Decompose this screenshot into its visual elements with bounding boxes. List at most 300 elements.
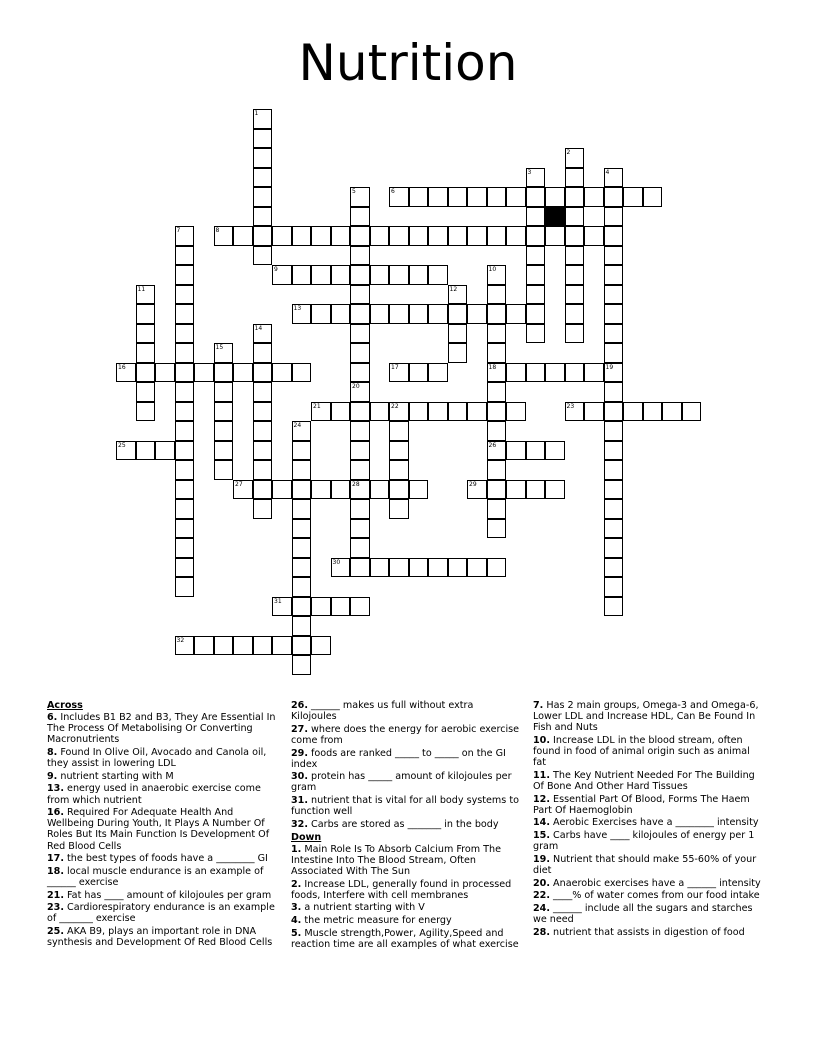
grid-cell[interactable] [233,226,253,246]
grid-cell[interactable] [389,363,409,383]
grid-cell[interactable] [389,480,409,500]
grid-cell[interactable] [136,402,156,422]
grid-cell[interactable] [272,480,292,500]
grid-cell[interactable] [604,441,624,461]
grid-cell[interactable] [214,402,234,422]
grid-cell[interactable] [136,343,156,363]
grid-cell[interactable] [350,246,370,266]
grid-cell[interactable] [389,265,409,285]
clue-item-number: 26. [291,700,308,711]
grid-cell[interactable] [389,421,409,441]
grid-cell[interactable] [389,460,409,480]
grid-cell[interactable] [487,441,507,461]
grid-cell[interactable] [175,441,195,461]
clue-number: 4 [605,168,610,176]
grid-cell[interactable] [604,187,624,207]
grid-cell[interactable] [331,480,351,500]
grid-cell[interactable] [389,558,409,578]
clue-item-number: 23. [47,902,64,914]
grid-cell[interactable] [194,636,214,656]
grid-cell[interactable] [428,402,448,422]
grid-cell[interactable] [292,304,312,324]
grid-cell[interactable] [487,421,507,441]
clue-item-text: nutrient that assists in digestion of food [550,926,745,938]
grid-cell[interactable] [116,363,136,383]
grid-cell[interactable] [506,304,526,324]
grid-cell[interactable] [604,246,624,266]
grid-cell[interactable] [253,363,273,383]
clue-item-number: 31. [291,795,308,807]
clue-item [533,735,763,768]
grid-cell[interactable] [565,226,585,246]
grid-cell[interactable] [175,343,195,363]
grid-cell[interactable] [253,246,273,266]
grid-cell[interactable] [545,187,565,207]
grid-cell[interactable] [253,441,273,461]
clue-item-text: nutrient starting with M [57,770,174,782]
grid-cell[interactable] [292,265,312,285]
clue-number: 9 [274,266,278,273]
grid-cell[interactable] [487,363,507,383]
grid-cell[interactable] [175,324,195,344]
grid-cell[interactable] [350,304,370,324]
clue-item [47,902,277,924]
grid-cell[interactable] [565,363,585,383]
grid-cell[interactable] [487,558,507,578]
grid-cell[interactable] [623,187,643,207]
grid-cell[interactable] [409,265,429,285]
grid-cell[interactable] [428,558,448,578]
grid-cell[interactable] [331,226,351,246]
clue-number: 11 [137,285,146,293]
grid-cell[interactable] [526,480,546,500]
grid-cell[interactable] [448,324,468,344]
grid-cell[interactable] [487,499,507,519]
grid-cell[interactable] [214,363,234,383]
grid-cell[interactable] [389,499,409,519]
grid-cell[interactable] [545,480,565,500]
grid-cell[interactable] [175,480,195,500]
grid-cell[interactable] [175,460,195,480]
grid-cell[interactable] [604,519,624,539]
grid-cell[interactable] [175,285,195,305]
grid-cell[interactable] [428,187,448,207]
grid-cell[interactable] [584,187,604,207]
grid-cell[interactable] [350,324,370,344]
grid-cell[interactable] [487,324,507,344]
grid-cell[interactable] [604,168,624,188]
grid-cell[interactable] [272,265,292,285]
grid-cell[interactable] [272,597,292,617]
grid-cell[interactable] [272,363,292,383]
grid-cell[interactable] [292,460,312,480]
clue-item-text: the metric measure for energy [301,915,452,927]
grid-cell[interactable] [623,402,643,422]
clue-item-text: nutrient that is vital for all body systems to function well [291,795,519,818]
grid-cell[interactable] [604,499,624,519]
grid-cell[interactable] [448,304,468,324]
grid-cell[interactable] [350,382,370,402]
grid-cell[interactable] [350,519,370,539]
grid-cell[interactable] [331,304,351,324]
grid-cell[interactable] [175,499,195,519]
grid-cell[interactable] [214,343,234,363]
grid-cell[interactable] [565,402,585,422]
grid-cell[interactable] [214,421,234,441]
grid-cell[interactable] [409,402,429,422]
grid-cell[interactable] [565,148,585,168]
grid-cell[interactable] [487,187,507,207]
grid-cell[interactable] [370,226,390,246]
grid-cell[interactable] [292,499,312,519]
clue-number: 7 [176,227,181,234]
clue-item [291,928,521,950]
clue-column-1 [47,700,277,950]
clue-item-number: 6. [47,712,58,724]
grid-cell[interactable] [311,480,331,500]
grid-cell[interactable] [565,187,585,207]
grid-cell[interactable] [389,304,409,324]
grid-cell[interactable] [253,460,273,480]
grid-cell[interactable] [311,402,331,422]
grid-cell[interactable] [350,538,370,558]
grid-cell[interactable] [448,226,468,246]
grid-cell[interactable] [155,363,175,383]
grid-cell[interactable] [292,421,312,441]
grid-cell[interactable] [136,285,156,305]
grid-cell[interactable] [506,226,526,246]
grid-cell[interactable] [292,538,312,558]
grid-cell[interactable] [253,421,273,441]
clue-item [291,771,521,793]
clue-number: 3 [527,168,532,176]
grid-cell[interactable] [253,226,273,246]
grid-cell[interactable] [350,226,370,246]
grid-cell[interactable] [175,382,195,402]
clue-number: 28 [352,480,360,488]
grid-cell[interactable] [506,402,526,422]
grid-cell[interactable] [331,265,351,285]
clue-item-number: 12. [533,793,550,805]
grid-cell[interactable] [409,480,429,500]
grid-cell[interactable] [214,441,234,461]
grid-cell[interactable] [565,207,585,227]
clue-number: 31 [274,597,282,605]
grid-cell[interactable] [292,558,312,578]
grid-cell[interactable] [253,187,273,207]
clue-item-text: Increase LDL in the blood stream, often found in food of animal origin such as animal fat [533,734,750,769]
grid-cell[interactable] [506,480,526,500]
grid-cell[interactable] [350,285,370,305]
grid-cell[interactable] [526,324,546,344]
grid-cell[interactable] [604,207,624,227]
grid-cell[interactable] [506,187,526,207]
grid-cell[interactable] [584,226,604,246]
grid-cell[interactable] [272,636,292,656]
clue-item-text: Nutrient that should make 55-60% of your diet [533,853,757,876]
grid-cell[interactable] [487,519,507,539]
grid-cell[interactable] [350,402,370,422]
grid-cell[interactable] [409,226,429,246]
grid-cell[interactable] [389,226,409,246]
grid-cell[interactable] [604,421,624,441]
grid-cell[interactable] [487,285,507,305]
grid-cell[interactable] [682,402,702,422]
grid-cell[interactable] [565,168,585,188]
clue-item-number: 30. [291,771,308,783]
grid-cell[interactable] [272,226,292,246]
grid-cell[interactable] [604,460,624,480]
grid-cell[interactable] [350,480,370,500]
black-cell [545,207,565,227]
grid-cell[interactable] [350,421,370,441]
clue-number: 29 [469,480,477,488]
grid-cell[interactable] [136,363,156,383]
grid-cell[interactable] [467,187,487,207]
grid-cell[interactable] [545,226,565,246]
grid-cell[interactable] [604,538,624,558]
grid-cell[interactable] [350,460,370,480]
grid-cell[interactable] [409,304,429,324]
grid-cell[interactable] [487,343,507,363]
grid-cell[interactable] [448,558,468,578]
grid-cell[interactable] [604,324,624,344]
grid-cell[interactable] [253,324,273,344]
grid-cell[interactable] [350,499,370,519]
grid-cell[interactable] [116,441,136,461]
grid-cell[interactable] [526,207,546,227]
grid-cell[interactable] [526,363,546,383]
grid-cell[interactable] [526,246,546,266]
grid-cell[interactable] [604,480,624,500]
grid-cell[interactable] [604,285,624,305]
grid-cell[interactable] [233,636,253,656]
grid-cell[interactable] [350,441,370,461]
grid-cell[interactable] [604,382,624,402]
grid-cell[interactable] [526,304,546,324]
clue-number: 12 [449,285,458,293]
grid-cell[interactable] [467,402,487,422]
grid-cell[interactable] [487,265,507,285]
grid-cell[interactable] [253,109,273,129]
grid-cell[interactable] [389,441,409,461]
grid-cell[interactable] [292,616,312,636]
grid-cell[interactable] [370,558,390,578]
grid-cell[interactable] [292,519,312,539]
grid-cell[interactable] [467,480,487,500]
grid-cell[interactable] [233,480,253,500]
grid-cell[interactable] [175,265,195,285]
grid-cell[interactable] [253,636,273,656]
grid-cell[interactable] [175,363,195,383]
grid-cell[interactable] [409,363,429,383]
clue-column-2 [291,700,521,952]
grid-cell[interactable] [136,441,156,461]
grid-cell[interactable] [604,402,624,422]
grid-cell[interactable] [526,285,546,305]
grid-cell[interactable] [214,636,234,656]
clue-item-text: local muscle endurance is an example of ______ exercise [47,865,264,888]
clue-number: 10 [488,266,497,273]
grid-cell[interactable] [175,636,195,656]
grid-cell[interactable] [389,187,409,207]
grid-cell[interactable] [370,480,390,500]
grid-cell[interactable] [175,519,195,539]
grid-cell[interactable] [214,382,234,402]
grid-cell[interactable] [253,207,273,227]
grid-cell[interactable] [253,499,273,519]
grid-cell[interactable] [467,226,487,246]
grid-cell[interactable] [370,265,390,285]
grid-cell[interactable] [409,187,429,207]
grid-cell[interactable] [253,382,273,402]
grid-cell[interactable] [565,246,585,266]
grid-cell[interactable] [175,558,195,578]
grid-cell[interactable] [526,168,546,188]
grid-cell[interactable] [487,480,507,500]
clue-item [47,866,277,888]
grid-cell[interactable] [292,363,312,383]
grid-cell[interactable] [175,304,195,324]
clue-item-text: Muscle strength,Power, Agility,Speed and reaction time are all examples of what exercise [291,927,519,950]
grid-cell[interactable] [487,226,507,246]
grid-cell[interactable] [136,304,156,324]
grid-cell[interactable] [175,421,195,441]
grid-cell[interactable] [292,655,312,675]
grid-cell[interactable] [175,246,195,266]
grid-cell[interactable] [565,324,585,344]
grid-cell[interactable] [604,304,624,324]
grid-cell[interactable] [292,226,312,246]
clue-number: 22 [391,402,399,410]
grid-cell[interactable] [136,324,156,344]
grid-cell[interactable] [526,265,546,285]
grid-cell[interactable] [331,402,351,422]
grid-cell[interactable] [545,441,565,461]
grid-cell[interactable] [370,402,390,422]
grid-cell[interactable] [584,402,604,422]
grid-cell[interactable] [292,636,312,656]
grid-cell[interactable] [331,558,351,578]
grid-cell[interactable] [604,343,624,363]
grid-cell[interactable] [350,597,370,617]
clue-item-text: Required For Adequate Health And Wellbeing During Youth, It Plays A Number Of Roles But Its Main Function Is Development Of Red Blood Cells [47,807,270,852]
grid-cell[interactable] [233,363,253,383]
grid-cell[interactable] [311,265,331,285]
grid-cell[interactable] [214,460,234,480]
grid-cell[interactable] [370,304,390,324]
grid-cell[interactable] [311,226,331,246]
grid-cell[interactable] [175,402,195,422]
grid-cell[interactable] [175,538,195,558]
grid-cell[interactable] [292,597,312,617]
grid-cell[interactable] [604,577,624,597]
clue-number: 30 [332,558,341,566]
grid-cell[interactable] [467,304,487,324]
grid-cell[interactable] [487,460,507,480]
grid-cell[interactable] [487,304,507,324]
grid-cell[interactable] [175,226,195,246]
grid-cell[interactable] [311,304,331,324]
grid-cell[interactable] [428,226,448,246]
grid-cell[interactable] [350,363,370,383]
grid-cell[interactable] [565,285,585,305]
grid-cell[interactable] [253,343,273,363]
grid-cell[interactable] [350,207,370,227]
grid-cell[interactable] [253,402,273,422]
grid-cell[interactable] [565,265,585,285]
grid-cell[interactable] [389,402,409,422]
grid-cell[interactable] [409,558,429,578]
grid-cell[interactable] [253,480,273,500]
grid-cell[interactable] [214,226,234,246]
grid-cell[interactable] [604,265,624,285]
grid-cell[interactable] [467,558,487,578]
grid-cell[interactable] [662,402,682,422]
grid-cell[interactable] [643,187,663,207]
clue-item [47,747,277,769]
grid-cell[interactable] [565,304,585,324]
grid-cell[interactable] [350,187,370,207]
grid-cell[interactable] [253,129,273,149]
grid-cell[interactable] [526,441,546,461]
grid-cell[interactable] [545,363,565,383]
clue-number: 23 [566,402,575,410]
grid-cell[interactable] [526,187,546,207]
grid-cell[interactable] [292,480,312,500]
grid-cell[interactable] [428,304,448,324]
clue-item [291,844,521,877]
grid-cell[interactable] [604,363,624,383]
grid-cell[interactable] [448,285,468,305]
grid-cell[interactable] [526,226,546,246]
grid-cell[interactable] [253,148,273,168]
clue-item-number: 32. [291,818,308,830]
grid-cell[interactable] [428,363,448,383]
grid-cell[interactable] [331,597,351,617]
grid-cell[interactable] [506,441,526,461]
grid-cell[interactable] [584,363,604,383]
grid-cell[interactable] [604,597,624,617]
grid-cell[interactable] [194,363,214,383]
grid-cell[interactable] [487,402,507,422]
grid-cell[interactable] [253,168,273,188]
grid-cell[interactable] [175,577,195,597]
grid-cell[interactable] [448,187,468,207]
grid-cell[interactable] [428,265,448,285]
grid-cell[interactable] [350,558,370,578]
grid-cell[interactable] [448,343,468,363]
grid-cell[interactable] [311,597,331,617]
clue-item-text: the best types of foods have a ________ GI [64,853,268,865]
grid-cell[interactable] [136,382,156,402]
grid-cell[interactable] [350,265,370,285]
grid-cell[interactable] [506,363,526,383]
grid-cell[interactable] [155,441,175,461]
grid-cell[interactable] [350,343,370,363]
grid-cell[interactable] [487,382,507,402]
grid-cell[interactable] [311,636,331,656]
grid-cell[interactable] [604,226,624,246]
clue-section-heading: Down [291,831,322,843]
grid-cell[interactable] [643,402,663,422]
grid-cell[interactable] [604,558,624,578]
grid-cell[interactable] [292,441,312,461]
clue-item [47,783,277,805]
clue-item-number: 20. [533,877,550,889]
grid-cell[interactable] [448,402,468,422]
grid-cell[interactable] [292,577,312,597]
